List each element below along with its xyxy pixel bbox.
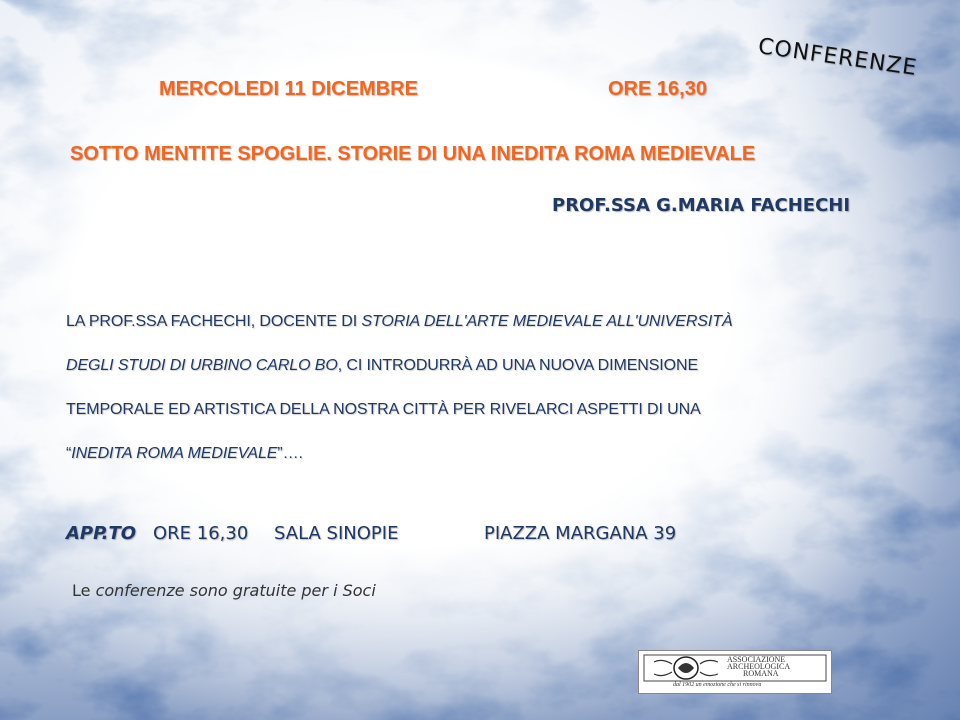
appointment-label: APP.TO xyxy=(66,523,137,544)
description-text: , CI INTRODURRÀ AD UNA NUOVA DIMENSIONE xyxy=(337,357,699,374)
appointment-address: PIAZZA MARGANA 39 xyxy=(484,523,677,544)
note-prefix: Le xyxy=(72,581,96,600)
description-text: LA PROF.SSA FACHECHI, DOCENTE DI xyxy=(66,313,362,330)
association-logo xyxy=(638,650,832,694)
description-line-4 xyxy=(66,445,303,463)
logo-line-1: ASSOCIAZIONE xyxy=(727,655,786,664)
appointment-time: ORE 16,30 xyxy=(153,523,249,544)
description-italic: STORIA DELL'ARTE MEDIEVALE ALL'UNIVERSITÀ xyxy=(361,313,733,330)
description-italic: INEDITA ROMA MEDIEVALE xyxy=(71,445,278,462)
description-line-1 xyxy=(66,313,732,331)
appointment-room: SALA SINOPIE xyxy=(274,523,399,544)
event-date: MERCOLEDI 11 DICEMBRE xyxy=(159,78,418,100)
conferenze-badge: CONFERENZE xyxy=(756,34,919,82)
event-title: SOTTO MENTITE SPOGLIE. STORIE DI UNA INEDITA ROMA MEDIEVALE xyxy=(70,143,756,165)
logo-tagline: dal 1902 un emozione che si rinnova xyxy=(673,682,762,688)
close-quote: ”…. xyxy=(277,445,303,462)
note-text: conferenze sono gratuite per i Soci xyxy=(95,581,376,600)
description-line-3: TEMPORALE ED ARTISTICA DELLA NOSTRA CITTÀ PER RIVELARCI ASPETTI DI UNA xyxy=(66,401,701,418)
logo-line-2: ARCHEOLOGICA xyxy=(727,662,791,671)
note xyxy=(72,581,376,600)
open-quote: “ xyxy=(66,445,72,462)
logo-line-3: ROMANA xyxy=(743,669,779,678)
description-line-2 xyxy=(66,357,698,375)
speaker-name: PROF.SSA G.MARIA FACHECHI xyxy=(552,195,851,216)
event-time: ORE 16,30 xyxy=(608,78,707,100)
description-italic: DEGLI STUDI DI URBINO CARLO BO xyxy=(66,357,338,374)
